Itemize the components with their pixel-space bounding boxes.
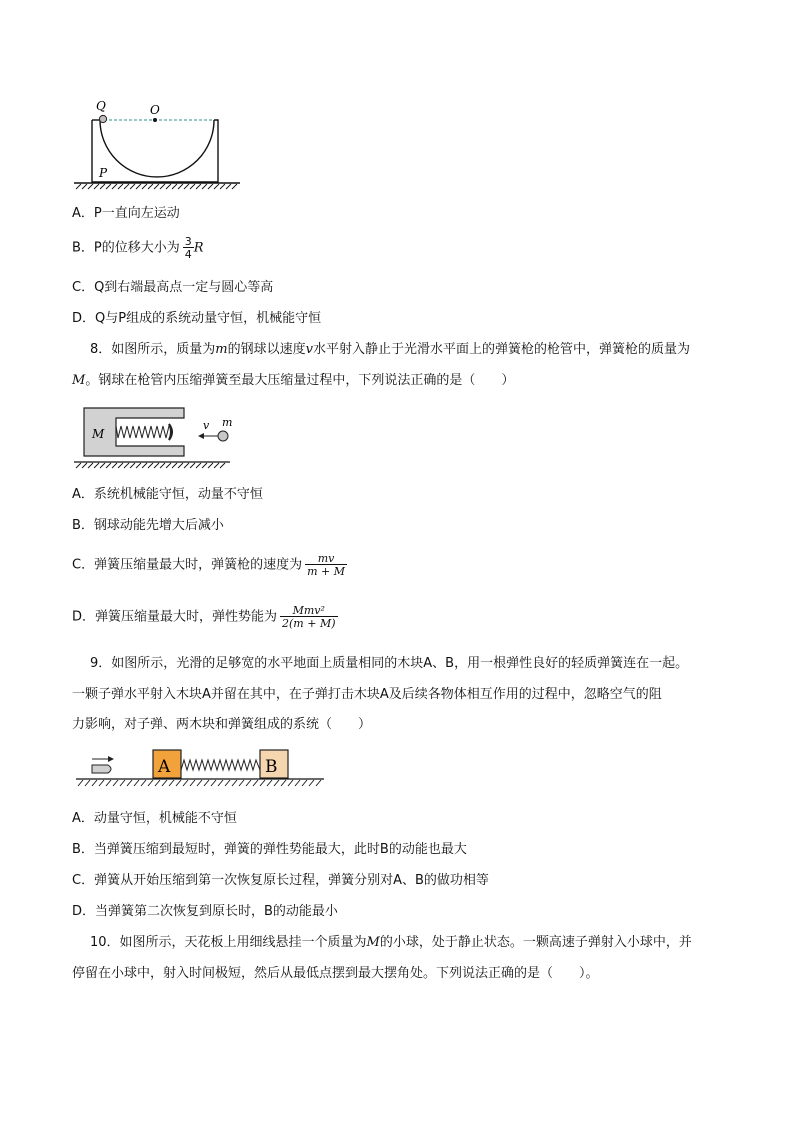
q8-text: 8．如图所示，质量为 <box>90 342 216 357</box>
figure-q9-blocks-spring <box>70 744 330 794</box>
q8-text: 的钢球以速度 <box>227 342 306 357</box>
q9-option-b: B．当弹簧压缩到最短时，弹簧的弹性势能最大，此时B的动能也最大 <box>72 842 467 857</box>
q9-stem-line2: 一颗子弹水平射入木块A并留在其中，在子弹打击木块A及后续各物体相互作用的过程中，忽略空气的阻 <box>72 687 662 702</box>
figure-q8-spring-gun <box>70 404 240 472</box>
fig7-label-p: P <box>99 166 108 180</box>
fraction-numerator: mv <box>305 553 347 565</box>
q7-option-d: D．Q与P组成的系统动量守恒，机械能守恒 <box>72 311 322 326</box>
fraction-numerator: Mmv² <box>280 605 338 617</box>
q7-option-b <box>72 236 204 260</box>
q8-option-c-fraction <box>305 553 347 577</box>
q8-var-m: m <box>215 342 228 357</box>
q10-stem-line2: 停留在小球中，射入时间极短，然后从最低点摆到最大摆角处。下列说法正确的是（ ）。 <box>72 966 599 981</box>
fig7-label-q: Q <box>96 99 106 113</box>
q9-stem-line1: 9．如图所示，光滑的足够宽的水平地面上质量相同的木块A、B，用一根弹性良好的轻质弹簧连在一起。 <box>90 656 689 671</box>
q8-option-c-text: C．弹簧压缩量最大时，弹簧枪的速度为 <box>72 557 303 573</box>
q9-stem-line3: 力影响，对子弹、两木块和弹簧组成的系统（ ） <box>72 717 372 732</box>
q7-option-a: A．P一直向左运动 <box>72 206 180 221</box>
fig9-label-b: B <box>265 757 278 777</box>
q8-option-d-text: D．弹簧压缩量最大时，弹性势能为 <box>72 609 278 625</box>
q8-option-a: A．系统机械能守恒，动量不守恒 <box>72 487 263 502</box>
q10-text: 10．如图所示，天花板上用细线悬挂一个质量为 <box>90 935 367 950</box>
fig8-label-m: m <box>222 416 233 429</box>
fig8-label-M: M <box>92 427 105 441</box>
q9-option-d: D．当弹簧第二次恢复到原长时，B的动能最小 <box>72 904 338 919</box>
q8-var-M: M <box>72 373 86 388</box>
q9-option-c: C．弹簧从开始压缩到第一次恢复原长过程，弹簧分别对A、B的做功相等 <box>72 873 489 888</box>
q8-text: 水平射入静止于光滑水平面上的弹簧枪的枪管中，弹簧枪的质量为 <box>312 342 690 357</box>
q10-var-M: M <box>366 935 380 950</box>
q7-option-b-text: B．P的位移大小为 <box>72 240 180 256</box>
q7-option-c: C．Q到右端最高点一定与圆心等高 <box>72 280 274 295</box>
q8-text: 。钢球在枪管内压缩弹簧至最大压缩量过程中，下列说法正确的是（ ） <box>85 373 515 388</box>
q8-option-c <box>72 553 347 577</box>
figure-q7-halfpipe <box>70 98 250 190</box>
q8-stem-line2 <box>72 371 514 391</box>
fraction-denominator: m + M <box>307 565 345 578</box>
fraction-denominator: 4 <box>184 248 192 261</box>
fig9-label-a: A <box>158 757 171 777</box>
q10-stem-line1 <box>90 933 692 953</box>
q7-option-b-var: R <box>193 240 204 256</box>
q9-option-a: A．动量守恒，机械能不守恒 <box>72 811 237 826</box>
q8-option-d <box>72 605 338 629</box>
fraction-numerator: 3 <box>184 235 192 248</box>
q10-text: 的小球，处于静止状态。一颗高速子弹射入小球中，并 <box>379 935 692 950</box>
q8-option-b: B．钢球动能先增大后减小 <box>72 518 224 533</box>
q8-stem-line1 <box>90 340 690 360</box>
q8-var-v: v <box>305 342 313 357</box>
q8-option-d-fraction <box>280 605 338 629</box>
fig8-label-v: v <box>203 419 210 432</box>
fraction-denominator: 2(m + M) <box>282 617 336 630</box>
fig7-label-o: O <box>150 103 160 117</box>
q7-option-b-fraction <box>183 236 194 260</box>
